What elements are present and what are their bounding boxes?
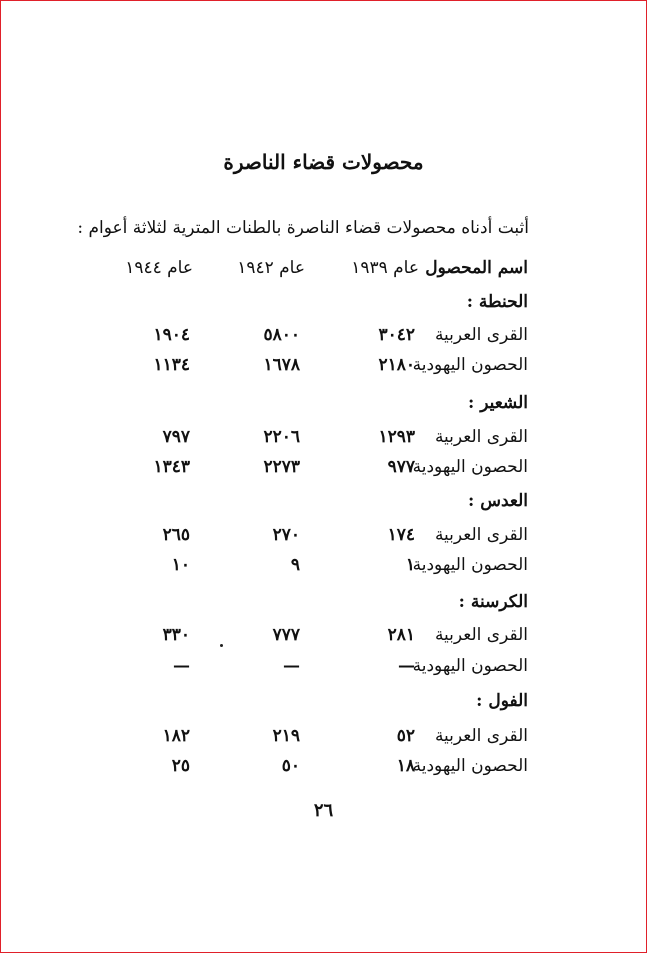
print-speck xyxy=(220,644,223,647)
value-1942: — xyxy=(283,656,300,676)
value-1942: ٢١٩ xyxy=(272,726,300,746)
value-1944: ٢٦٥ xyxy=(162,525,190,545)
value-1944: ٣٣٠ xyxy=(162,625,190,645)
value-1944: ١١٣٤ xyxy=(153,355,190,375)
header-crop-name: اسم المحصول xyxy=(425,258,528,278)
intro-paragraph: أثبت أدناه محصولات قضاء الناصرة بالطنات المترية لثلاثة أعوام : xyxy=(77,218,529,238)
value-1944: ١٣٤٣ xyxy=(153,457,190,477)
value-1942: ١٦٧٨ xyxy=(263,355,300,375)
value-1939: ٢٨١ xyxy=(387,625,415,645)
crop-heading: الحنطة : xyxy=(466,292,528,312)
row-label: الحصون اليهودية xyxy=(412,355,528,375)
row-label: القرى العربية xyxy=(434,325,528,345)
row-label: الحصون اليهودية xyxy=(412,756,528,776)
value-1939: ١٧٤ xyxy=(387,525,415,545)
value-1944: ١٠ xyxy=(171,555,190,575)
value-1944: ٧٩٧ xyxy=(162,427,190,447)
value-1944: — xyxy=(173,656,190,676)
value-1939: ١ xyxy=(405,555,415,575)
value-1944: ١٩٠٤ xyxy=(153,325,190,345)
crop-heading: العدس : xyxy=(468,491,528,511)
value-1939: ١٢٩٣ xyxy=(378,427,415,447)
header-year-1939: عام ١٩٣٩ xyxy=(351,258,419,278)
page-title: محصولات قضاء الناصرة xyxy=(223,150,424,174)
value-1942: ٢٢٧٣ xyxy=(263,457,300,477)
row-label: الحصون اليهودية xyxy=(412,457,528,477)
header-year-1944: عام ١٩٤٤ xyxy=(125,258,193,278)
value-1942: ٢٧٠ xyxy=(272,525,300,545)
value-1939: ١٨ xyxy=(396,756,415,776)
value-1942: ٢٢٠٦ xyxy=(263,427,300,447)
crop-heading: الشعير : xyxy=(468,393,528,413)
value-1944: ١٨٢ xyxy=(162,726,190,746)
row-label: القرى العربية xyxy=(434,726,528,746)
row-label: الحصون اليهودية xyxy=(412,656,528,676)
value-1944: ٢٥ xyxy=(171,756,190,776)
value-1942: ٥٠ xyxy=(281,756,300,776)
value-1942: ٥٨٠٠ xyxy=(263,325,300,345)
value-1939: ٩٧٧ xyxy=(387,457,415,477)
row-label: القرى العربية xyxy=(434,625,528,645)
crop-heading: الكرسنة : xyxy=(458,592,528,612)
value-1942: ٧٧٧ xyxy=(272,625,300,645)
row-label: الحصون اليهودية xyxy=(412,555,528,575)
page-number: ٢٦ xyxy=(313,800,334,821)
crop-heading: الفول : xyxy=(476,691,528,711)
row-label: القرى العربية xyxy=(434,427,528,447)
value-1942: ٩ xyxy=(290,555,300,575)
row-label: القرى العربية xyxy=(434,525,528,545)
value-1939: ٣٠٤٢ xyxy=(378,325,415,345)
value-1939: ٥٢ xyxy=(396,726,415,746)
header-year-1942: عام ١٩٤٢ xyxy=(237,258,305,278)
value-1939: ٢١٨٠ xyxy=(378,355,415,375)
value-1939: — xyxy=(398,656,415,676)
